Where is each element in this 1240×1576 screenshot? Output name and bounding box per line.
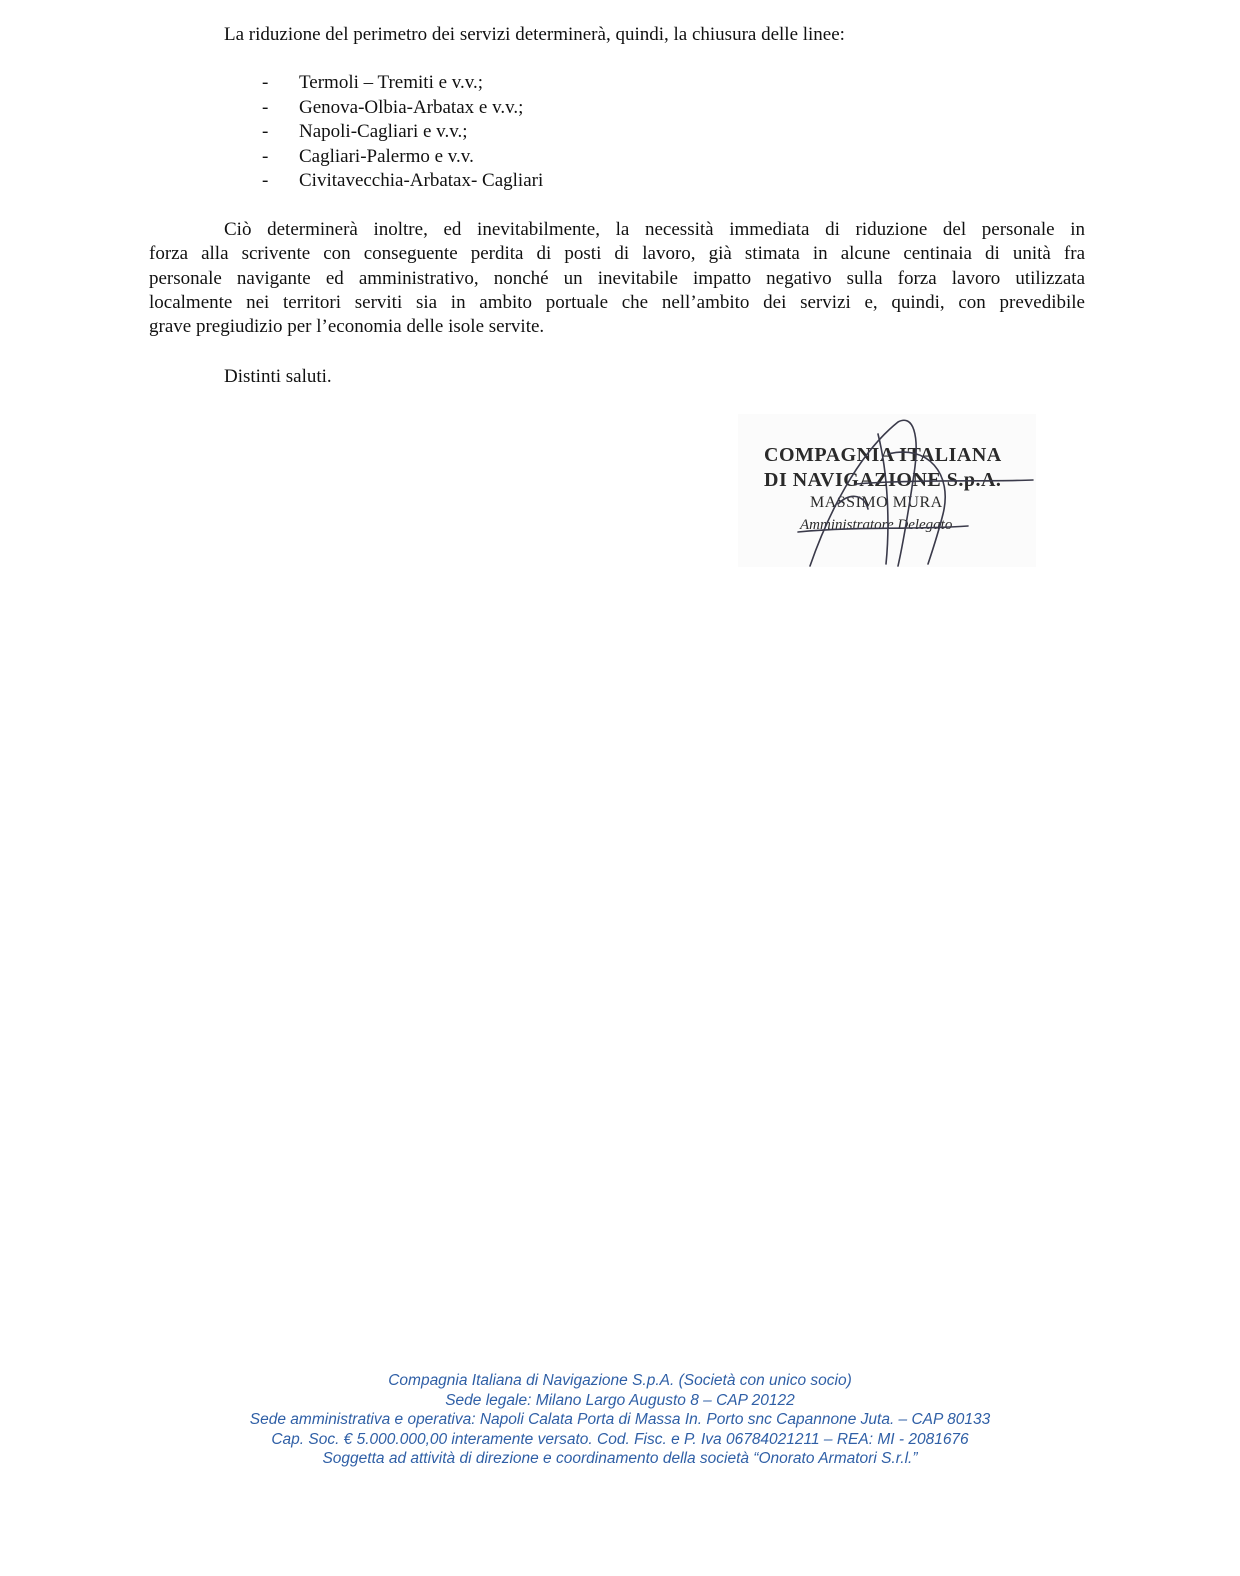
intro-sentence: La riduzione del perimetro dei servizi determinerà, quindi, la chiusura delle linee:: [224, 24, 845, 45]
route-label: Termoli – Tremiti e v.v.;: [299, 72, 484, 93]
company-stamp: [738, 414, 1036, 567]
bullet-dash: -: [262, 145, 269, 167]
footer-line: Soggetta ad attività di direzione e coordinamento della società “Onorato Armatori S.r.l.”: [322, 1450, 918, 1468]
stamp-company-line2: DI NAVIGAZIONE S.p.A.: [764, 469, 1002, 491]
impact-paragraph: [149, 218, 1085, 339]
bullet-dash: -: [262, 96, 269, 118]
bullet-dash: -: [262, 170, 269, 191]
list-item: [258, 145, 543, 170]
footer-line: Sede legale: Milano Largo Augusto 8 – CAP 20122: [445, 1391, 795, 1409]
list-item: [258, 71, 543, 96]
paragraph-line: forza alla scrivente con conseguente perdita di posti di lavoro, già stimata in alcune centinaia di unità fra: [149, 243, 1085, 265]
paragraph-line: Ciò determinerà inoltre, ed inevitabilmente, la necessità immediata di riduzione del personale in: [224, 219, 1085, 240]
closing-salutation: Distinti saluti.: [224, 366, 332, 387]
paragraph-line: grave pregiudizio per l’economia delle isole servite.: [149, 316, 545, 338]
list-item: [258, 96, 543, 121]
bullet-dash: -: [262, 72, 269, 93]
stamp-signatory-role: Amministratore Delegato: [800, 517, 953, 533]
footer-line: Cap. Soc. € 5.000.000,00 interamente versato. Cod. Fisc. e P. Iva 06784021211 – REA: MI - 2081676: [271, 1430, 969, 1448]
stamp-company-line1: COMPAGNIA ITALIANA: [764, 444, 1002, 466]
footer-line: Sede amministrativa e operativa: Napoli Calata Porta di Massa In. Porto snc Capannone Juta. – CAP 80133: [249, 1411, 991, 1429]
stamp-signatory-name: MASSIMO MURA: [810, 494, 943, 511]
company-footer: [0, 1371, 1240, 1469]
list-item: [258, 120, 543, 145]
route-label: Genova-Olbia-Arbatax e v.v.;: [299, 96, 524, 118]
paragraph-line: localmente nei territori serviti sia in ambito portuale che nell’ambito dei servizi e, quindi, con prevedibile: [149, 291, 1085, 313]
closed-routes-list: [258, 71, 543, 194]
route-label: Cagliari-Palermo e v.v.: [299, 145, 474, 167]
route-label: Civitavecchia-Arbatax- Cagliari: [299, 170, 544, 191]
paragraph-line: personale navigante ed amministrativo, nonché un inevitabile impatto negativo sulla forza lavoro utilizzata: [149, 267, 1085, 289]
list-item: [258, 169, 543, 194]
footer-line: Compagnia Italiana di Navigazione S.p.A. (Società con unico socio): [388, 1372, 852, 1389]
handwritten-signature-icon: [738, 414, 1036, 567]
bullet-dash: -: [262, 121, 269, 142]
route-label: Napoli-Cagliari e v.v.;: [299, 121, 468, 142]
